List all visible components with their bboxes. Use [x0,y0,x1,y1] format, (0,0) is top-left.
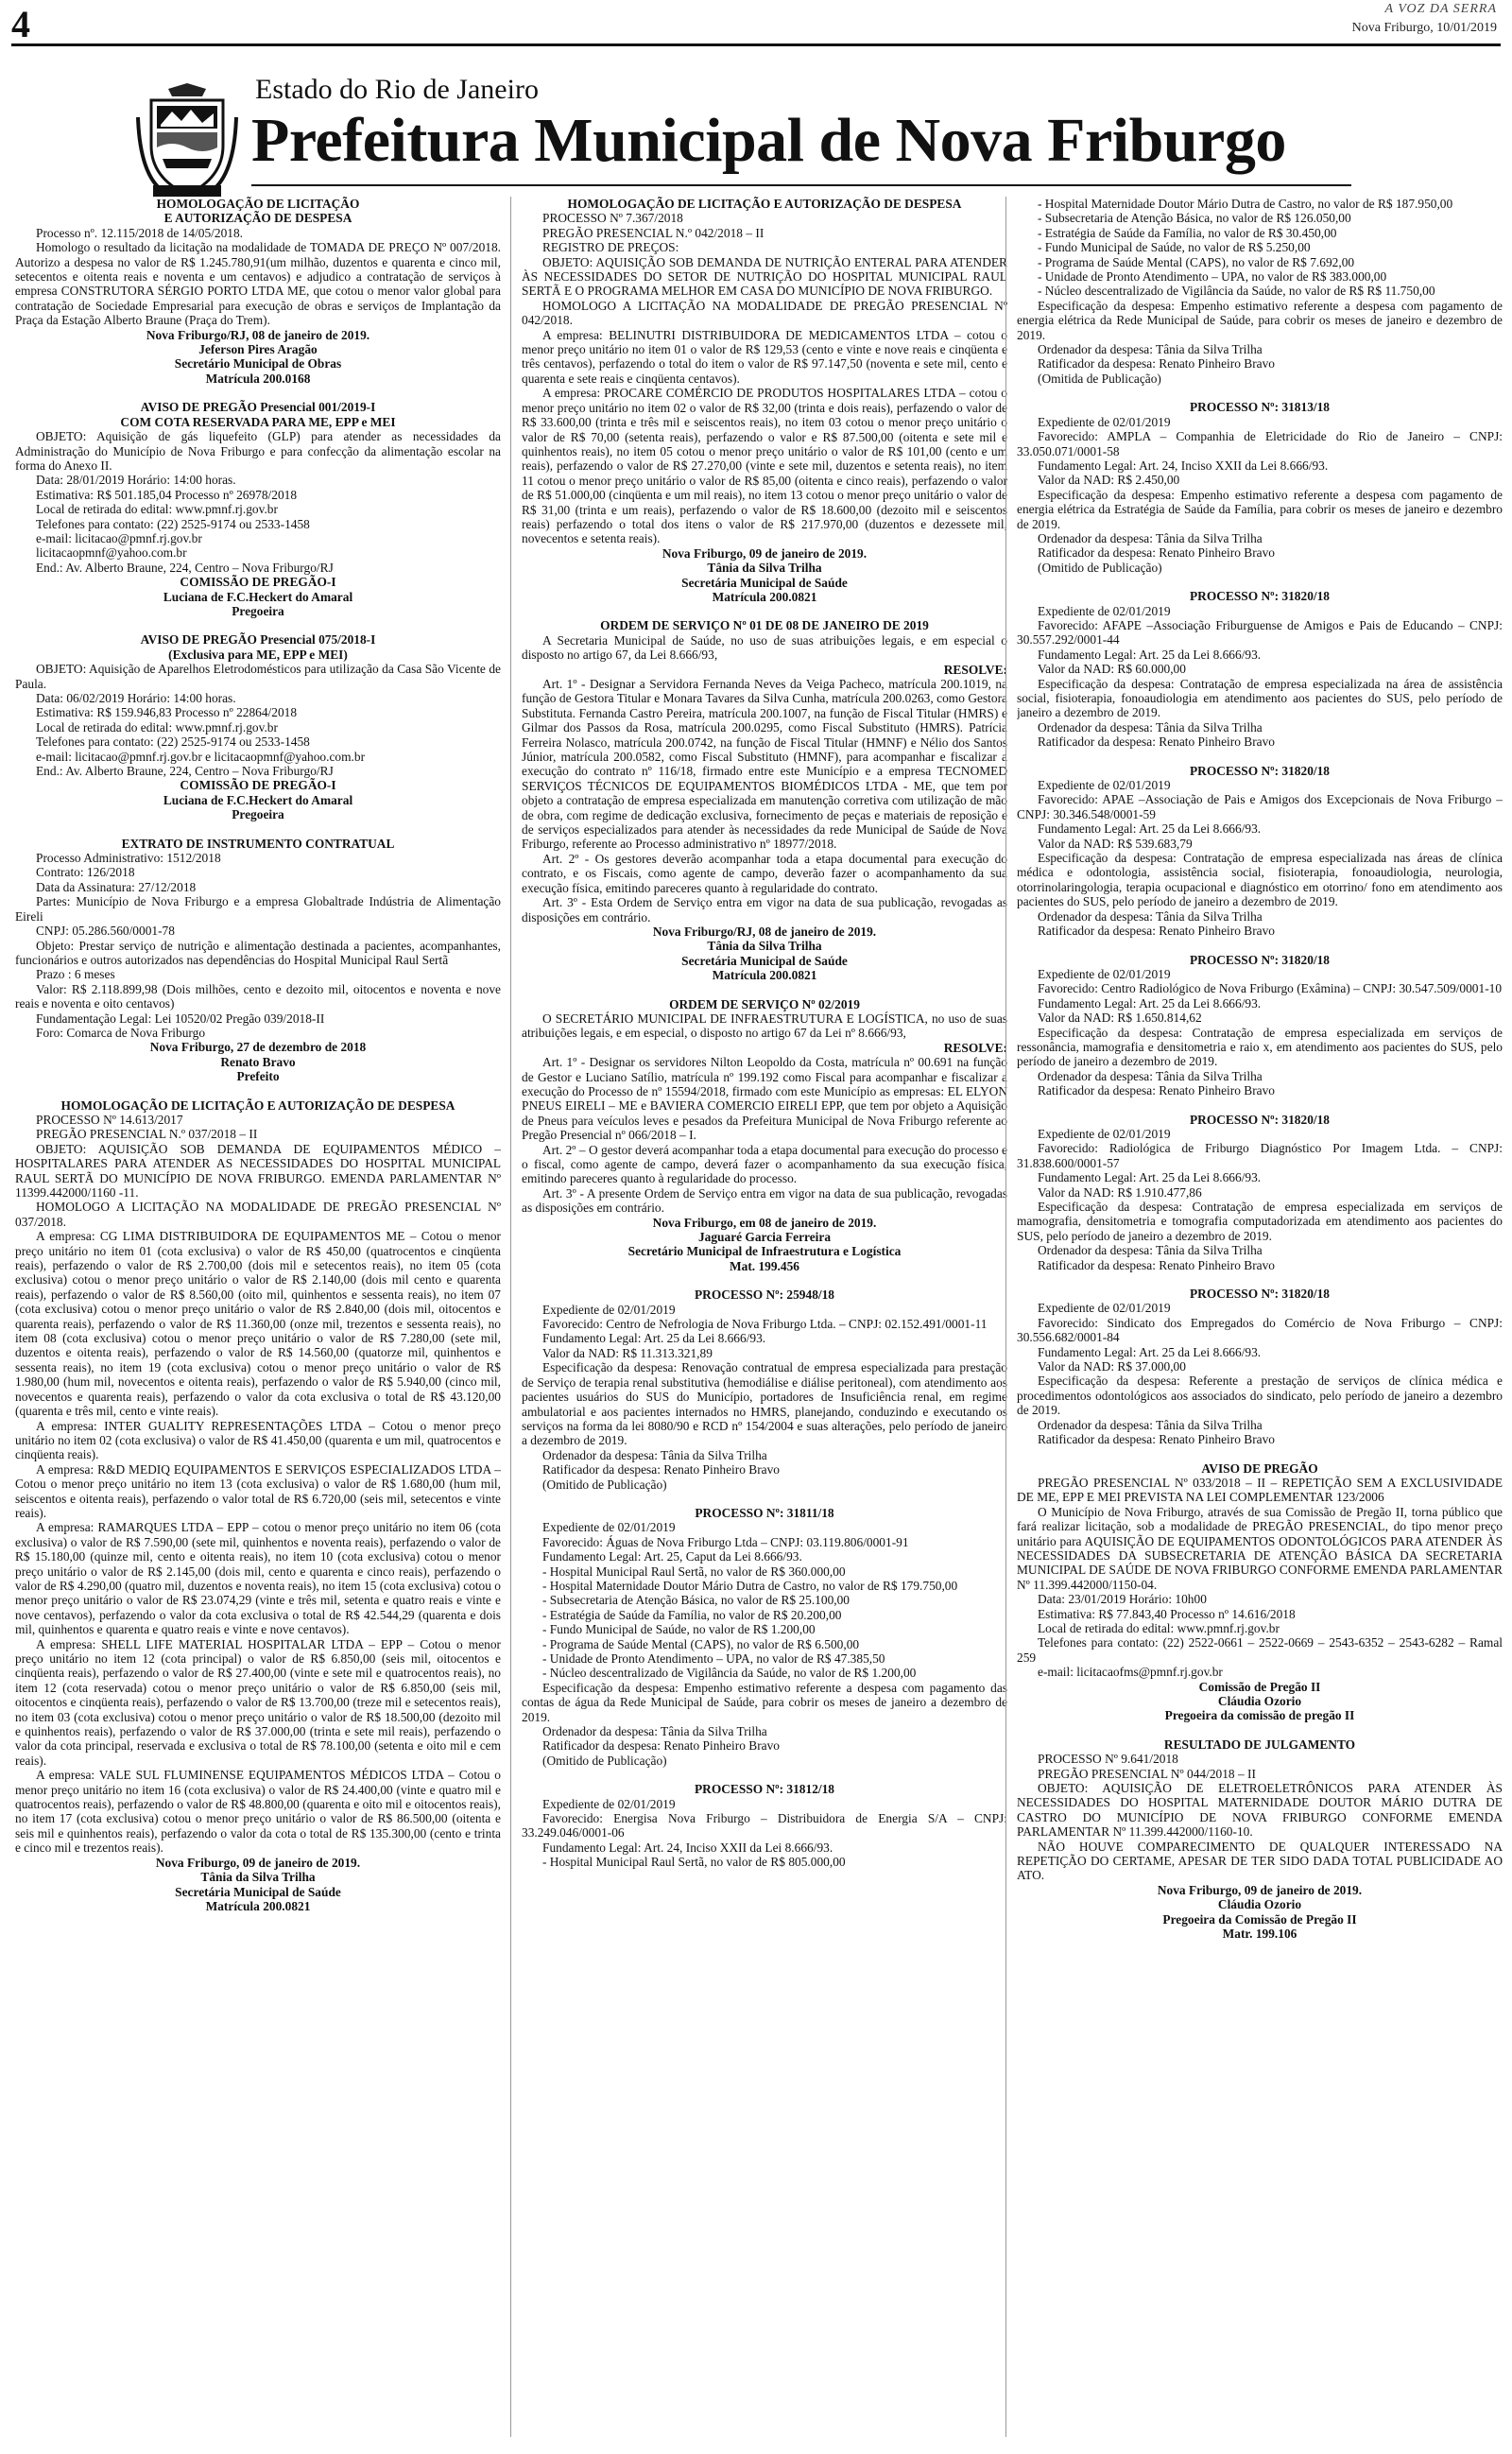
text-line: - Subsecretaria de Atenção Básica, no valor de R$ 126.050,00 [1038,211,1351,226]
text-line: End.: Av. Alberto Braune, 224, Centro – Nova Friburgo/RJ [36,560,334,575]
notice-heading: Cláudia Ozorio [1217,1694,1302,1708]
paragraph: Favorecido: AMPLA – Companhia de Eletricidade do Rio de Janeiro – CNPJ: 33.050.071/0001-58 [1017,429,1503,458]
section-gap [1017,575,1503,589]
notice-heading: Secretário Municipal de Infraestrutura e Logística [627,1244,902,1259]
section-gap [1017,1272,1503,1287]
text-line: Fundamento Legal: Art. 25 da Lei 8.666/93. [1038,821,1262,837]
paragraph: - Hospital Maternidade Doutor Mário Dutra de Castro, no valor de R$ 187.950,00 [1038,197,1453,211]
notice-heading: Nova Friburgo, em 08 de janeiro de 2019. [652,1215,877,1230]
text-line: - Núcleo descentralizado de Vigilância da Saúde, no valor de R$ 1.200,00 [542,1666,917,1681]
notice-heading: COMISSÃO DE PREGÃO-I [180,575,336,590]
text-line: Contrato: 126/2018 [36,865,135,880]
text-line: Fundamento Legal: Art. 25 da Lei 8.666/93. [1038,1344,1262,1359]
paragraph: A empresa: PROCARE COMÉRCIO DE PRODUTOS HOSPITALARES LTDA – cotou o menor preço unitário no item 02 o valor de R$ 32,00 (trinta e dois reais), perfazendo o valor de R$ 33.600,00 (trinta e três mil e seiscentos reais), no item 03 cotou o menor preço unitário o valor de R$ 70,00 (setenta reais), perfazendo o valor e R$ 87.500,00 (oitenta e sete mil e quinhentos reais), no item 05 cotou o menor preço unitário o valor de R$ 101,00 (cento e um reais), perfazendo o valor de R$ 27.270,00 (vinte e sete mil, duzentos e setenta reais), no item 11 cotou o menor preço unitário o valor de R$ 85,00 (oitenta e cinco reais), perfazendo o valor de R$ 51.000,00 (cinqüenta e um mil reais), no item 13 cotou o menor preço unitário o valor de R$ 31,00 (trinta e um reais), perfazendo o valor de R$ 18.600,00 (dezoito mil e seiscentos reais) perfazendo o total dos itens o valor de R$ 217.970,00 (duzentos e dezessete mil, novecentos e setenta reais). [522,386,1007,546]
text-line: Expediente de 02/01/2019 [542,1796,676,1811]
text-line: - Hospital Municipal Raul Sertã, no valor de R$ 360.000,00 [542,1564,846,1579]
notice-heading: Tânia da Silva Trilha [707,561,822,576]
text-line: - Programa de Saúde Mental (CAPS), no valor de R$ 7.692,00 [1038,254,1355,269]
notice-heading: Tânia da Silva Trilha [200,1870,316,1885]
notice-heading: PROCESSO Nº: 31813/18 [1189,400,1330,415]
paragraph: A empresa: BELINUTRI DISTRIBUIDORA DE MEDICAMENTOS LTDA – cotou o menor preço unitário no item 01 o valor de R$ 129,53 (cento e vinte e nove reais e cinqüenta e três centavos), perfazendo o total do item o valor de R$ 97.147,50 (noventa e sete mil, cento e quarenta e sete reais e cinqüenta centavos). [522,327,1007,386]
notice-heading: Prefeito [236,1069,280,1084]
text-line: Data: 28/01/2019 Horário: 14:00 horas. [36,473,236,488]
title-rule [251,184,1351,186]
text-line: - Subsecretaria de Atenção Básica, no valor de R$ 25.100,00 [542,1593,850,1608]
paragraph: Telefones para contato: (22) 2522-0661 – 2522-0669 – 2543-6352 – 2543-6282 – Ramal 259 [1017,1635,1503,1665]
text-line: licitacaopmnf@yahoo.com.br [36,545,187,561]
paragraph: Especificação da despesa: Referente a prestação de serviços de clínica médica e procedimentos odontológicos aos associados do sindicato, pelo período de janeiro a dezembro de 2019. [1017,1374,1503,1418]
text-line: Fundamento Legal: Art. 24, Inciso XXII da Lei 8.666/93. [542,1840,833,1855]
text-line: - Estratégia de Saúde da Família, no valor de R$ 20.200,00 [542,1607,842,1622]
section-gap [1017,750,1503,764]
notice-heading: Nova Friburgo, 09 de janeiro de 2019. [155,1855,361,1870]
notice-heading: ORDEM DE SERVIÇO Nº 02/2019 [669,996,860,1011]
text-line: Expediente de 02/01/2019 [1038,1301,1171,1316]
paragraph: Especificação da despesa: Contratação de empresa especializada em serviços de ressonância, mamografia e densitometria e raio x, em atendimento aos pacientes do SUS, pelo período de janeiro a dezembro de 2019. [1017,1025,1503,1069]
text-line: Foro: Comarca de Nova Friburgo [36,1025,206,1040]
text-line: - Unidade de Pronto Atendimento – UPA, no valor de R$ 47.385,50 [542,1651,885,1666]
text-line: Local de retirada do edital: www.pmnf.rj.gov.br [36,502,278,517]
text-line: Expediente de 02/01/2019 [542,1302,676,1317]
paragraph: OBJETO: AQUISIÇÃO DE ELETROELETRÔNICOS PARA ATENDER ÀS NECESSIDADES DO HOSPITAL MATERNIDADE DOUTOR MÁRIO DUTRA DE CASTRO DO MUNICÍPIO DE NOVA FRIBURGO CONFORME EMENDA PARLAMENTAR Nº 11.399.442000/1160-10. [1017,1781,1503,1840]
notice-heading: ORDEM DE SERVIÇO Nº 01 DE 08 DE JANEIRO DE 2019 [600,618,929,633]
notice-heading: Secretária Municipal de Saúde [175,1884,341,1899]
paragraph: Favorecido: AFAPE –Associação Friburguense de Amigos e Pais de Educando – CNPJ: 30.557.292/0001-44 [1017,617,1503,648]
text-line: - Hospital Maternidade Doutor Mário Dutra de Castro, no valor de R$ 179.750,00 [542,1578,958,1593]
paragraph: Especificação da despesa: Contratação de empresa especializada na área de assistência social, fisioterapia, fonoaudiologia em atendimento aos pacientes do SUS, pelo período de janeiro a dezembro de 2019. [1017,676,1503,720]
paragraph: A Secretaria Municipal de Saúde, no uso de suas atribuições legais, e em especial o disposto no artigo 67, da Lei 8.666/93, [522,632,1007,663]
paragraph: O Município de Nova Friburgo, através de sua Comissão de Pregão II, torna público que fará realizar licitação, sob a modalidade de PREGÃO PRESENCIAL, do tipo menor preço unitário para AQUISIÇÃO DE EQUIPAMENTOS ODONTOLÓGICOS PARA ATENDER ÀS NECESSIDADES DA SUBSECRETARIA DE ATENÇÃO BÁSICA DA SECRETARIA MUNICIPAL DE SAÚDE DE NOVA FRIBURGO CONFORME EMENDA PARLAMENTAR Nº 11.399.442000/1150-04. [1017,1504,1503,1592]
text-line: Ordenador da despesa: Tânia da Silva Trilha [1038,1243,1263,1258]
notice-heading: PROCESSO Nº: 31820/18 [1189,1287,1330,1302]
text-line: Processo nº. 12.115/2018 de 14/05/2018. [36,225,244,240]
notice-heading: PROCESSO Nº: 31811/18 [695,1505,834,1520]
text-line: Ratificador da despesa: Renato Pinheiro Bravo [1038,734,1276,750]
text-line: Prazo : 6 meses [36,967,115,982]
paragraph: Especificação da despesa: Empenho estimativo referente a despesa com pagamento de energia elétrica da Rede Municipal de Saúde, para cobrir os meses de janeiro e dezembro de 2019. [1017,298,1503,342]
text-line: Ratificador da despesa: Renato Pinheiro Bravo [542,1462,781,1478]
text-line: Valor da NAD: R$ 1.910.477,86 [1038,1184,1202,1200]
text-line: - Fundo Municipal de Saúde, no valor de R$ 1.200,00 [542,1622,816,1637]
notice-heading: Matrícula 200.0821 [712,968,817,983]
paragraph: Art. 3º - Esta Ordem de Serviço entra em vigor na data de sua publicação, revogadas as disposições em contrário. [522,895,1007,925]
paragraph: Favorecido: Energisa Nova Friburgo – Distribuidora de Energia S/A – CNPJ: 33.249.046/0001-06 [522,1811,1007,1840]
section-gap [15,618,501,632]
text-line: Ratificador da despesa: Renato Pinheiro Bravo [542,1738,781,1754]
column-2 [522,197,1007,2446]
paragraph: PREGÃO PRESENCIAL Nº 033/2018 – II – REPETIÇÃO SEM A EXCLUSIVIDADE DE ME, EPP E MEI PREVISTA NA LEI COMPLEMENTAR 123/2006 [1017,1475,1503,1505]
text-line: Expediente de 02/01/2019 [1038,603,1171,618]
notice-heading: Nova Friburgo, 09 de janeiro de 2019. [1157,1882,1363,1897]
notice-heading: Pregoeira [232,807,284,822]
notice-heading: AVISO DE PREGÃO Presencial 075/2018-I [140,632,376,648]
text-line: Expediente de 02/01/2019 [1038,778,1171,793]
section-gap [1017,1723,1503,1737]
text-line: End.: Av. Alberto Braune, 224, Centro – Nova Friburgo/RJ [36,764,334,779]
paragraph: Especificação da despesa: Empenho estimativo referente a despesa com pagamento das contas de água da Rede Municipal de Saúde, para cobrir os meses de janeiro a dezembro de 2019. [522,1680,1007,1724]
text-line: PREGÃO PRESENCIAL Nº 044/2018 – II [1038,1766,1256,1781]
notice-heading: AVISO DE PREGÃO [1201,1460,1318,1476]
notice-heading: Luciana de F.C.Heckert do Amaral [163,792,353,807]
paragraph: Art. 1º - Designar os servidores Nilton Leopoldo da Costa, matrícula nº 00.691 na função de Gestor e Luciano Satílio, matrícula nº 199.192 como Fiscal para acompanhar e fiscalizar a execução do Processo de nº 15594/2018, firmado com este Município as empresas: EL ELYON PNEUS EIRELI – ME e BAVIERA COMERCIO EIRELI EPP, que tem por objeto a Aquisição de Pneus para veículos leves e pesados da Prefeitura Municipal de Nova Friburgo referente ao Pregão Presencial nº 066/2018 – I. [522,1055,1007,1143]
text-line: PREGÃO PRESENCIAL N.º 037/2018 – II [36,1127,258,1142]
paragraph: Art. 2º – O gestor deverá acompanhar toda a etapa documental para execução do processo e o fiscal, como agente de campo, deverá fazer o acompanhamento da sua execução física, emitindo pareceres quanto à regularidade do processo. [522,1142,1007,1186]
notice-heading: E AUTORIZAÇÃO DE DESPESA [163,211,352,226]
notice-heading: PROCESSO Nº: 25948/18 [694,1287,834,1303]
resolve-label: RESOLVE: [943,1040,1007,1055]
paragraph: Favorecido: Centro de Nefrologia de Nova Friburgo Ltda. – CNPJ: 02.152.491/0001-11 [542,1317,988,1332]
paragraph: A empresa: VALE SUL FLUMINENSE EQUIPAMENTOS MÉDICOS LTDA – Cotou o menor preço unitário no item 16 (cota exclusiva) o valor de R$ 24.400,00 (vinte e quatro mil e quatrocentos reais), perfazendo o valor de R$ 48.800,00 (quarenta e oito mil e oitocentos reais), no item 17 (cota exclusiva) cotou o menor preço unitário o valor de R$ 86.500,00 (oitenta e seis mil e quinhentos reais), perfazendo o valor da cota o total de R$ 135.300,00 (cento e trinta e cinco mil e trezentos reais). [15,1768,501,1856]
text-line: Fundamento Legal: Art. 24, Inciso XXII da Lei 8.666/93. [1038,458,1329,473]
paragraph: A empresa: RAMARQUES LTDA – EPP – cotou o menor preço unitário no item 06 (cota exclusiva) o valor de R$ 7.590,00 (sete mil, quinhentos e noventa reais), perfazendo o valor de R$ 15.180,00 (quinze mil, cento e oitenta reais), no item 10 (cota exclusiva) cotou o menor preço unitário o valor de R$ 2.145,00 (dois mil, cento e quarenta e cinco reais), perfazendo o valor de R$ 4.290,00 (quatro mil, duzentos e noventa reais), no item 15 (cota exclusiva) cotou o menor preço unitário o valor de R$ 23.074,29 (vinte e três mil, setenta e quatro reais e vinte e nove centavos), perfazendo o valor da cota exclusiva o total de R$ 42.544,29 (quarenta e dois mil, quinhentos e quarenta e quatro reais e vinte e nove centavos). [15,1520,501,1637]
section-gap [522,1492,1007,1506]
text-line: Fundamento Legal: Art. 25 da Lei 8.666/93. [1038,647,1262,662]
paragraph: Especificação da despesa: Contratação de empresa especializada nas áreas de clínica médica e odontologia, assistência social, fisioterapia, fonoaudiologia, neurologia, otorrinolaringologia, terapia ocupacional e diagnóstico em otorrino/ fono em atendimento aos pacientes do SUS, pelo período de janeiro a dezembro de 2019. [1017,851,1503,909]
column-1 [15,197,501,2446]
notice-heading: EXTRATO DE INSTRUMENTO CONTRATUAL [121,836,395,851]
paragraph: Objeto: Prestar serviço de nutrição e alimentação destinada a pacientes, acompanhantes, funcionários e outros autorizados nas dependências do Hospital Municipal Raul Sertã [15,938,501,967]
paragraph: Favorecido: APAE –Associação de Pais e Amigos dos Excepcionais de Nova Friburgo – CNPJ: 30.346.548/0001-59 [1017,792,1503,821]
paragraph: OBJETO: Aquisição de gás liquefeito (GLP) para atender as necessidades da Administração do Município de Nova Friburgo e para confecção da alimentação escolar na forma do Anexo II. [15,429,501,473]
notice-heading: Comissão de Pregão II [1198,1679,1321,1694]
issue-date: Nova Friburgo, 10/01/2019 [1351,21,1497,35]
notice-heading: COMISSÃO DE PREGÃO-I [180,778,336,793]
column-divider [510,197,511,2437]
text-line: Fundamentação Legal: Lei 10520/02 Pregão 039/2018-II [36,1011,325,1026]
section-gap [522,983,1007,997]
text-line: Telefones para contato: (22) 2525-9174 ou 2533-1458 [36,516,310,531]
notice-heading: COM COTA RESERVADA PARA ME, EPP e MEI [120,414,396,429]
notice-heading: Nova Friburgo, 27 de dezembro de 2018 [149,1040,367,1055]
notice-heading: HOMOLOGAÇÃO DE LICITAÇÃO [156,197,360,211]
header-rule [11,43,1501,46]
text-line: Valor da NAD: R$ 11.313.321,89 [542,1345,713,1360]
text-line: Valor da NAD: R$ 539.683,79 [1038,836,1193,851]
text-line: - Estratégia de Saúde da Família, no valor de R$ 30.450,00 [1038,225,1337,240]
notice-heading: Matrícula 200.0821 [205,1898,311,1913]
text-line: Estimativa: R$ 159.946,83 Processo nº 22864/2018 [36,705,298,720]
text-line: Estimativa: R$ 77.843,40 Processo nº 14.616/2018 [1038,1606,1296,1621]
paragraph: Favorecido: Centro Radiológico de Nova Friburgo (Exâmina) – CNPJ: 30.547.509/0001-10 [1038,981,1503,996]
text-line: CNPJ: 05.286.560/0001-78 [36,924,175,939]
paragraph: Especificação da despesa: Empenho estimativo referente a despesa com pagamento de energia elétrica da Estratégia de Saúde da Família, para cobrir os meses de janeiro e dezembro de 2019. [1017,487,1503,531]
notice-heading: Nova Friburgo/RJ, 08 de janeiro de 2019. [146,327,370,342]
paragraph: Valor: R$ 2.118.899,98 (Dois milhões, cento e dezoito mil, oitocentos e noventa e nove reais e noventa e oito centavos) [15,981,501,1011]
coat-of-arms-icon [134,79,240,200]
paragraph: Favorecido: Radiológica de Friburgo Diagnóstico Por Imagem Ltda. – CNPJ: 31.838.600/0001-57 [1017,1141,1503,1170]
text-line: (Omitido de Publicação) [542,1477,667,1492]
notice-heading: AVISO DE PREGÃO Presencial 001/2019-I [140,400,376,415]
paragraph: Favorecido: Sindicato dos Empregados do Comércio de Nova Friburgo – CNPJ: 30.556.682/0001-84 [1017,1315,1503,1345]
text-line: Expediente de 02/01/2019 [1038,1126,1171,1141]
section-gap [1017,386,1503,400]
paragraph: HOMOLOGO A LICITAÇÃO NA MODALIDADE DE PREGÃO PRESENCIAL Nº 037/2018. [15,1200,501,1229]
text-line: Data: 06/02/2019 Horário: 14:00 horas. [36,691,236,705]
text-line: Ratificador da despesa: Renato Pinheiro Bravo [1038,545,1276,561]
column-divider [1005,197,1006,2437]
resolve-label: RESOLVE: [943,662,1007,677]
text-line: - Programa de Saúde Mental (CAPS), no valor de R$ 6.500,00 [542,1636,860,1651]
notice-heading: Renato Bravo [220,1054,296,1069]
text-line: PREGÃO PRESENCIAL N.º 042/2018 – II [542,225,765,240]
paragraph: OBJETO: AQUISIÇÃO SOB DEMANDA DE NUTRIÇÃO ENTERAL PARA ATENDER ÀS NECESSIDADES DO SETOR DE NUTRIÇÃO DO HOSPITAL MUNICIPAL RAUL SERTÃ E O PROGRAMA MELHOR EM CASA DO MUNICÍPIO DE NOVA FRIBURGO. [522,254,1007,299]
newspaper-name: A VOZ DA SERRA [1384,2,1497,16]
notice-heading: Tânia da Silva Trilha [707,939,822,954]
text-line: - Núcleo descentralizado de Vigilância da Saúde, no valor de R$ R$ 11.750,00 [1038,284,1435,299]
paragraph: O SECRETÁRIO MUNICIPAL DE INFRAESTRUTURA E LOGÍSTICA, no uso de suas atribuições legais, e em especial, o disposto no artigo 67 da Lei nº 8.666/93, [522,1011,1007,1041]
section-gap [15,822,501,837]
paragraph: Especificação da despesa: Renovação contratual de empresa especializada para prestação de Serviço de terapia renal substitutiva (hemodiálise e diálise peritoneal), com atendimento aos pacientes usuários do SUS do Município, portadores de Insuficiência renal, em regime ambulatorial e aos pacientes internados no HMRS, planejando, conduzindo e executando os serviços na forma da lei 8080/90 e RCD nº 154/2004 e suas alterações, pelo período de janeiro a dezembro de 2019. [522,1360,1007,1448]
paragraph: Art. 1º - Designar a Servidora Fernanda Neves da Veiga Pacheco, matrícula 200.1019, na função de Gestora Titular e Monara Tavares da Silva Cunha, matrícula 200.0263, como Gestora Substituta. Fernanda Castro Pereira, matrícula 200.1007, na função de Fiscal Titular (HMRS) e Gilmar dos Passos da Rosa, matrícula 200.0295, como Fiscal Substituto (HMRS). Patrícia Ferreira Nolasco, matrícula 200.0742, na função de Fiscal Titular (HMNF) e Nélio dos Santos Júnior, matrícula 200.0582, como Fiscal Substituto (HMNF), para acompanhar e fiscalizar a execução do contrato nº 116/18, firmado entre este Município e a empresa TECNOMED SERVIÇOS TÉCNICOS DE EQUIPAMENTOS BIOMÉDICOS LTDA - ME, que tem por objeto a contratação de empresa especializada em manutenção corretiva com utilização de mão de obra, com regime de dedicação exclusiva, fornecimento de peças e materiais de reposição e de serviços especializados para atender às necessidades da rede Municipal de Saúde de Nova Friburgo, referente ao Processo administrativo nº 18977/2018. [522,677,1007,852]
text-line: e-mail: licitacao@pmnf.rj.gov.br [36,530,202,545]
notice-heading: Secretária Municipal de Saúde [681,953,848,968]
paragraph: A empresa: INTER GUALITY REPRESENTAÇÕES LTDA – Cotou o menor preço unitário no item 02 (cota exclusiva) o valor de R$ 41.450,00 (quarenta e um mil, quatrocentos e cinqüenta reais). [15,1418,501,1462]
paragraph: HOMOLOGO A LICITAÇÃO NA MODALIDADE DE PREGÃO PRESENCIAL Nº 042/2018. [522,298,1007,328]
text-line: Ratificador da despesa: Renato Pinheiro Bravo [1038,924,1276,939]
text-line: REGISTRO DE PREÇOS: [542,240,679,255]
text-line: Ratificador da despesa: Renato Pinheiro Bravo [1038,1257,1276,1272]
text-line: Fundamento Legal: Art. 25 da Lei 8.666/93. [1038,1170,1262,1185]
paragraph: Art. 2º - Os gestores deverão acompanhar toda a etapa documental para execução do contrato, e os Fiscais, como agente de campo, deverão fazer o acompanhamento da sua execução física, emitindo pareceres quanto à regularidade do contrato. [522,851,1007,895]
notice-heading: PROCESSO Nº: 31820/18 [1189,1112,1330,1127]
paragraph: Partes: Município de Nova Friburgo e a empresa Globaltrade Indústria de Alimentação Eireli [15,894,501,924]
notice-heading: PROCESSO Nº: 31812/18 [694,1782,834,1797]
text-line: e-mail: licitacao@pmnf.rj.gov.br e licitacaopmnf@yahoo.com.br [36,749,366,764]
section-gap [15,386,501,400]
paragraph: OBJETO: Aquisição de Aparelhos Eletrodomésticos para utilização da Casa São Vicente de Paula. [15,662,501,691]
text-line: Local de retirada do edital: www.pmnf.rj.gov.br [36,719,278,734]
paragraph: Homologo o resultado da licitação na modalidade de TOMADA DE PREÇO Nº 007/2018. Autorizo a despesa no valor de R$ 1.245.780,91(um milhão, duzentos e quarenta e cinco mil, setecentos e oitenta reais e noventa e um centavos) e adjudico a contratação de serviços à empresa CONSTRUTORA SÉRGIO PORTO LTDA ME, que cotou o menor valor global para contratação de Sociedade Empresarial para execução de obras e serviços de Implantação da Praça da Estação Alberto Braune (Praça do Trem). [15,240,501,328]
text-line: Ordenador da despesa: Tânia da Silva Trilha [1038,719,1263,734]
text-line: Valor da NAD: R$ 60.000,00 [1038,662,1186,677]
text-line: (Omitido de Publicação) [542,1753,667,1768]
text-line: PROCESSO Nº 7.367/2018 [542,211,683,226]
text-line: Ratificador da despesa: Renato Pinheiro Bravo [1038,1432,1276,1447]
notice-heading: Mat. 199.456 [729,1258,799,1273]
state-name: Estado do Rio de Janeiro [255,74,539,105]
text-line: Ratificador da despesa: Renato Pinheiro Bravo [1038,356,1276,372]
text-line: Local de retirada do edital: www.pmnf.rj.gov.br [1038,1620,1280,1635]
section-gap [1017,1098,1503,1113]
text-line: Expediente de 02/01/2019 [1038,966,1171,981]
text-line: Ratificador da despesa: Renato Pinheiro Bravo [1038,1083,1276,1098]
text-line: Estimativa: R$ 501.185,04 Processo nº 26978/2018 [36,487,298,502]
notice-heading: PROCESSO Nº: 31820/18 [1189,952,1330,967]
text-line: Fundamento Legal: Art. 25 da Lei 8.666/93. [542,1331,766,1346]
notice-heading: Nova Friburgo, 09 de janeiro de 2019. [662,545,868,561]
notice-heading: PROCESSO Nº: 31820/18 [1189,763,1330,778]
column-3 [1017,197,1503,2446]
section-gap [1017,939,1503,953]
notice-heading: Pregoeira [232,603,284,618]
text-line: Favorecido: Águas de Nova Friburgo Ltda – CNPJ: 03.119.806/0001-91 [542,1534,909,1549]
notice-heading: (Exclusiva para ME, EPP e MEI) [168,647,348,662]
notice-heading: Jeferson Pires Aragão [198,342,318,357]
notice-heading: Matr. 199.106 [1222,1927,1297,1942]
section-gap [522,1768,1007,1782]
paragraph: A empresa: R&D MEDIQ EQUIPAMENTOS E SERVIÇOS ESPECIALIZADOS LTDA – Cotou o menor preço unitário no item 13 (cota exclusiva) o valor de R$ 1.680,00 (hum mil, seiscentos e oitenta reais), perfazendo o valor total de R$ 6.720,00 (seis mil, setecentos e vinte reais). [15,1461,501,1520]
section-gap [522,604,1007,618]
paragraph: A empresa: SHELL LIFE MATERIAL HOSPITALAR LTDA – EPP – Cotou o menor preço unitário no item 12 (cota principal) o valor de R$ 6.850,00 (seis mil, oitocentos e cinqüenta reais), perfazendo o valor de R$ 27.400,00 (vinte e sete mil e quatrocentos reais), no item 12 (cota reservada) cotou o menor preço unitário o valor de R$ 6.850,00 (seis mil, oitocentos e cinqüenta reais), perfazendo o valor de R$ 13.700,00 (treze mil e setecentos reais), no item 03 (cota exclusiva) cotou o menor preço unitário o valor de R$ 18.500,00 (dezoito mil e quinhentos reais), perfazendo o valor de R$ 37.000,00 (trinta e sete mil reais), perfazendo o valor da cota principal, reservada e exclusiva o total de R$ 78.100,00 (setenta e oito mil e cem reais). [15,1636,501,1768]
text-line: Fundamento Legal: Art. 25 da Lei 8.666/93. [1038,995,1262,1011]
notice-heading: RESULTADO DE JULGAMENTO [1163,1737,1356,1752]
notice-heading: Jaguaré Garcia Ferreira [697,1230,832,1245]
text-line: (Omitido de Publicação) [1038,560,1162,575]
notice-heading: Nova Friburgo/RJ, 08 de janeiro de 2019. [652,924,877,939]
text-line: - Unidade de Pronto Atendimento – UPA, no valor de R$ 383.000,00 [1038,269,1387,285]
notice-heading: Matrícula 200.0168 [205,371,311,386]
text-line: Valor da NAD: R$ 37.000,00 [1038,1359,1186,1374]
notice-heading: HOMOLOGAÇÃO DE LICITAÇÃO E AUTORIZAÇÃO DE DESPESA [567,197,962,211]
page-header [6,0,1506,59]
text-line: Processo Administrativo: 1512/2018 [36,851,221,866]
notice-heading: Matrícula 200.0821 [712,589,817,604]
text-line: - Hospital Municipal Raul Sertã, no valor de R$ 805.000,00 [542,1855,846,1870]
section-gap [1017,1447,1503,1461]
notice-heading: PROCESSO Nº: 31820/18 [1189,589,1330,604]
text-line: Fundamento Legal: Art. 25, Caput da Lei 8.666/93. [542,1549,802,1564]
paragraph: NÃO HOUVE COMPARECIMENTO DE QUALQUER INTERESSADO NA REPETIÇÃO DO CERTAME, APESAR DE TER SIDO DADA TOTAL PUBLICIDADE AO ATO. [1017,1839,1503,1883]
text-line: PROCESSO Nº 9.641/2018 [1038,1752,1178,1767]
notice-heading: Luciana de F.C.Heckert do Amaral [163,589,353,604]
notice-heading: Pregoeira da Comissão de Pregão II [1162,1911,1357,1927]
text-line: Ordenador da despesa: Tânia da Silva Trilha [1038,342,1263,357]
prefeitura-title: Prefeitura Municipal de Nova Friburgo [251,106,1286,175]
text-line: Ordenador da despesa: Tânia da Silva Trilha [1038,908,1263,924]
notice-heading: Secretário Municipal de Obras [174,356,342,372]
text-line: Data: 23/01/2019 Horário: 10h00 [1038,1592,1207,1607]
section-gap [15,1084,501,1098]
text-line: - Fundo Municipal de Saúde, no valor de R$ 5.250,00 [1038,240,1311,255]
text-line: Telefones para contato: (22) 2525-9174 ou 2533-1458 [36,734,310,750]
text-line: Valor da NAD: R$ 1.650.814,62 [1038,1011,1202,1026]
paragraph: A empresa: CG LIMA DISTRIBUIDORA DE EQUIPAMENTOS ME – Cotou o menor preço unitário no item 01 (cota exclusiva) o valor de R$ 450,00 (quatrocentos e cinqüenta reais), perfazendo o valor de R$ 2.700,00 (dois mil e setecentos reais), no item 05 (cota exclusiva) cotou o menor preço unitário o valor de R$ 2.140,00 (dois mil cento e quarenta reais), perfazendo o valor de R$ 8.560,00 (oito mil, quinhentos e sessenta reais), no item 07 (cota exclusiva) cotou o menor preço unitário o valor de R$ 2.840,00 (dois mil, oitocentos e quarenta reais), perfazendo o valor de R$ 11.360,00 (onze mil, trezentos e sessenta reais), no item 08 (cota exclusiva) cotou o menor preço unitário o valor de R$ 7.280,00 (sete mil, duzentos e oitenta reais), perfazendo o valor de R$ 14.560,00 (quatorze mil, quinhentos e sessenta reais), no item 19 (cota exclusiva) cotou o menor preço unitário o valor de R$ 1.980,00 (hum mil, novecentos e oitenta reais), perfazendo o valor de R$ 5.940,00 (cinco mil, novecentos e quarenta reais), perfazendo o valor da cota exclusiva o total de R$ 43.120,00 (quarenta e três mil, cento e vinte reais). [15,1229,501,1419]
text-line: Ordenador da despesa: Tânia da Silva Trilha [1038,1417,1263,1432]
page-number: 4 [11,3,30,45]
text-line: e-mail: licitacaofms@pmnf.rj.gov.br [1038,1665,1223,1680]
text-line: Ordenador da despesa: Tânia da Silva Trilha [1038,1068,1263,1083]
notice-heading: Cláudia Ozorio [1217,1897,1302,1912]
paragraph: OBJETO: AQUISIÇÃO SOB DEMANDA DE EQUIPAMENTOS MÉDICO – HOSPITALARES PARA ATENDER AS NECESSIDADES DO HOSPITAL MUNICIPAL RAUL SERTÃ DO MUNICÍPIO DE NOVA FRIBURGO. EMENDA PARLAMENTAR Nº 11399.442000/1160 -11. [15,1141,501,1200]
paragraph: Especificação da despesa: Contratação de empresa especializada em serviços de mamografia, densitometria e tomografia computadorizada em atendimento aos pacientes do SUS, pelo período de janeiro a dezembro de 2019. [1017,1200,1503,1243]
text-line: Ordenador da despesa: Tânia da Silva Trilha [542,1447,767,1462]
text-line: Data da Assinatura: 27/12/2018 [36,879,197,894]
notice-heading: HOMOLOGAÇÃO DE LICITAÇÃO E AUTORIZAÇÃO DE DESPESA [60,1097,455,1113]
notice-heading: Pregoeira da comissão de pregão II [1164,1708,1355,1723]
text-line: Expediente de 02/01/2019 [1038,414,1171,429]
notice-heading: Secretária Municipal de Saúde [681,575,848,590]
paragraph: Art. 3º - A presente Ordem de Serviço entra em vigor na data de sua publicação, revogadas as disposições em contrário. [522,1185,1007,1216]
text-line: Valor da NAD: R$ 2.450,00 [1038,473,1180,488]
text-line: Ordenador da despesa: Tânia da Silva Trilha [542,1724,767,1739]
section-gap [522,1273,1007,1287]
text-line: PROCESSO Nº 14.613/2017 [36,1112,183,1127]
text-line: Expediente de 02/01/2019 [542,1520,676,1535]
text-line: (Omitida de Publicação) [1038,371,1161,386]
text-line: Ordenador da despesa: Tânia da Silva Trilha [1038,530,1263,545]
